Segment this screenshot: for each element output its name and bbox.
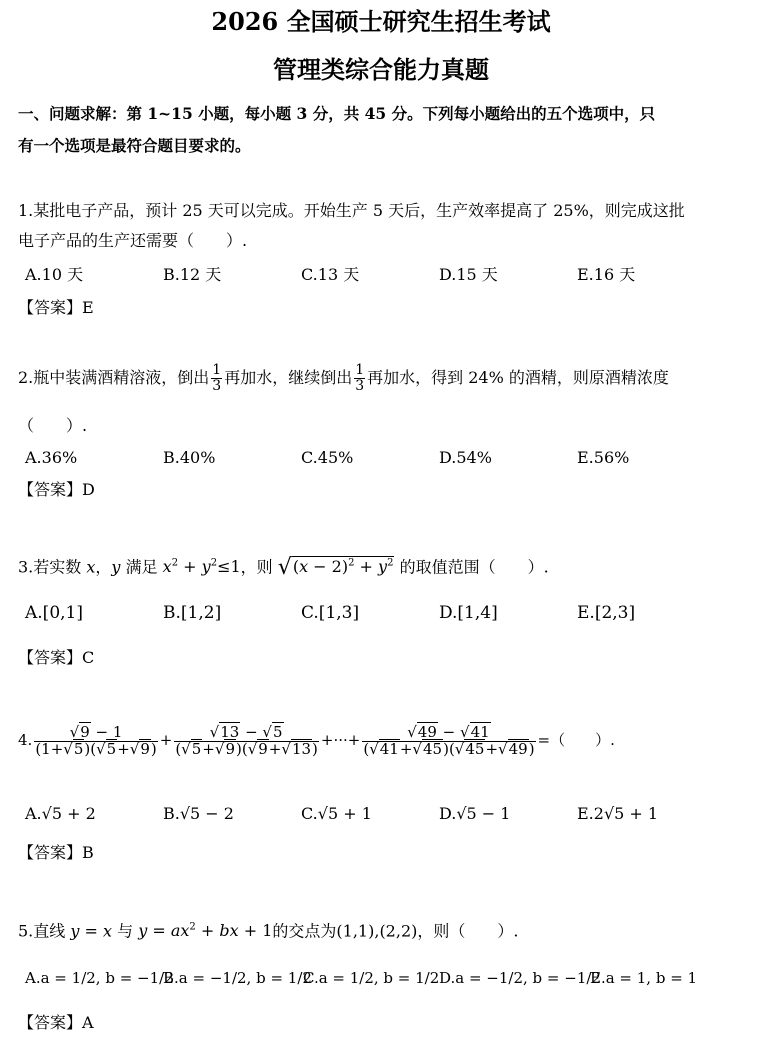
question-5-option-e[interactable]: E.a = 1, b = 1 xyxy=(590,969,698,987)
question-3-option-b[interactable]: B.[1,2] xyxy=(163,603,222,623)
math-vars-xy: x xyxy=(86,557,96,577)
question-1-option-a[interactable]: A.10 天 xyxy=(25,265,84,284)
section-intro-line2: 有一个选项是最符合题目要求的。 xyxy=(18,136,251,155)
question-2-option-b[interactable]: B.40% xyxy=(163,448,216,467)
question-5-stem-part2: 与 xyxy=(117,921,134,941)
question-5-option-a[interactable]: A.a = 1/2, b = −1/2 xyxy=(25,969,174,987)
question-2-answer: 【答案】D xyxy=(18,480,95,499)
question-4-answer: 【答案】B xyxy=(18,843,94,862)
question-4-option-d[interactable]: D.√5 − 1 xyxy=(439,804,511,823)
question-1-options xyxy=(25,263,735,291)
question-3-stem-part4: 的取值范围（ ）. xyxy=(399,557,549,577)
math-fraction-term-n: $\frac{√49 - √41}{(√41+√45)(√45+√49)}$ xyxy=(363,722,535,758)
question-2-stem-part3: 再加水，得到 24% 的酒精，则原酒精浓度 xyxy=(367,368,669,387)
question-5-stem-part3: 的交点为 xyxy=(272,921,337,941)
section-intro-line1: 一、问题求解：第 1~15 小题，每小题 3 分，共 45 分。下列每小题给出的五个选项中，只 xyxy=(18,104,656,123)
question-2-stem-line2: （ ）. xyxy=(18,416,88,435)
question-5-options xyxy=(25,966,735,994)
question-3: 3.若实数 x，y 满足 $x^2 + y^2\le 1$，则 $√(x - 2)^2 + y^2$ 的取值范围（ ）. xyxy=(18,555,549,581)
question-5-stem-part1: 5.直线 xyxy=(18,921,66,941)
exam-title: 2026 全国硕士研究生招生考试 xyxy=(211,7,551,36)
math-fraction-term-1: $\frac{√9 - 1}{(1+√5)(√5+√9)}$ xyxy=(35,722,157,758)
question-4-option-b[interactable]: B.√5 − 2 xyxy=(163,804,234,823)
question-1 xyxy=(18,196,742,256)
question-5-answer: 【答案】A xyxy=(18,1013,94,1032)
question-3-answer: 【答案】C xyxy=(18,648,95,667)
question-4: 4. $\frac{√9 - 1}{(1+√5)(√5+√9)}$ + $\frac{√13 - √5}{(√5+√9)(√9+√13)}$ +···+ $\frac{√49 - √41}{(√41+√45)(√45+√49)}$ =（ ）. xyxy=(18,722,615,758)
question-2-option-a[interactable]: A.36% xyxy=(25,448,78,467)
question-5-option-d[interactable]: D.a = −1/2, b = −1/2 xyxy=(439,969,601,987)
math-sqrt-expression: $√(x - 2)^2 + y^2$ xyxy=(277,555,394,581)
fraction-one-third: $\frac{1}{3}$ xyxy=(212,362,222,394)
exam-subtitle: 管理类综合能力真题 xyxy=(273,55,489,84)
question-4-tail: =（ ）. xyxy=(537,731,615,749)
question-3-option-e[interactable]: E.[2,3] xyxy=(577,603,636,623)
question-3-option-a[interactable]: A.[0,1] xyxy=(25,603,83,623)
question-1-option-c[interactable]: C.13 天 xyxy=(301,265,360,284)
question-2-stem-part2: 再加水，继续倒出 xyxy=(224,368,353,387)
question-1-stem-line1: 1.某批电子产品，预计 25 天可以完成。开始生产 5 天后，生产效率提高了 25%，则完成这批 xyxy=(18,201,685,220)
question-3-stem-part3: ，则 xyxy=(240,557,273,577)
question-2-option-d[interactable]: D.54% xyxy=(439,448,492,467)
question-5-option-b[interactable]: B.a = −1/2, b = 1/2 xyxy=(163,969,312,987)
question-3-options xyxy=(25,601,735,629)
math-points: (1,1),(2,2) xyxy=(336,921,418,941)
question-2-option-e[interactable]: E.56% xyxy=(577,448,630,467)
fraction-one-third: $\frac{1}{3}$ xyxy=(355,362,365,394)
question-4-option-c[interactable]: C.√5 + 1 xyxy=(301,804,372,823)
question-3-option-c[interactable]: C.[1,3] xyxy=(301,603,360,623)
question-2-stem-part1: 2.瓶中装满酒精溶液，倒出 xyxy=(18,368,210,387)
question-5: 5.直线 y = x 与 $y = ax^2$ + bx + 1的交点为(1,1),(2,2)，则（ ）. xyxy=(18,921,519,941)
question-4-options xyxy=(25,802,735,830)
question-3-option-d[interactable]: D.[1,4] xyxy=(439,603,498,623)
question-1-option-d[interactable]: D.15 天 xyxy=(439,265,498,284)
math-line-eq: y xyxy=(70,921,80,941)
section-instructions xyxy=(18,98,728,162)
math-inequality: $x^2 + y^2\le 1$ xyxy=(162,557,241,577)
question-1-option-e[interactable]: E.16 天 xyxy=(577,265,636,284)
question-2-option-c[interactable]: C.45% xyxy=(301,448,354,467)
question-4-number: 4. xyxy=(18,731,33,749)
question-1-option-b[interactable]: B.12 天 xyxy=(163,265,222,284)
math-parabola-eq: $y = ax^2$ + bx + 1 xyxy=(138,921,273,941)
question-1-stem-line2: 电子产品的生产还需要（ ）. xyxy=(18,231,248,250)
question-3-stem-part2: 满足 xyxy=(125,557,158,577)
question-4-option-a[interactable]: A.√5 + 2 xyxy=(25,804,96,823)
question-3-stem-part1: 3.若实数 xyxy=(18,557,82,577)
question-5-option-c[interactable]: C.a = 1/2, b = 1/2 xyxy=(303,969,440,987)
question-2 xyxy=(18,360,742,396)
question-5-stem-part4: ，则（ ）. xyxy=(417,921,519,941)
question-2-options xyxy=(25,446,735,474)
question-1-answer: 【答案】E xyxy=(18,298,94,317)
math-fraction-term-2: $\frac{√13 - √5}{(√5+√9)(√9+√13)}$ xyxy=(175,722,318,758)
question-4-option-e[interactable]: E.2√5 + 1 xyxy=(577,804,659,823)
